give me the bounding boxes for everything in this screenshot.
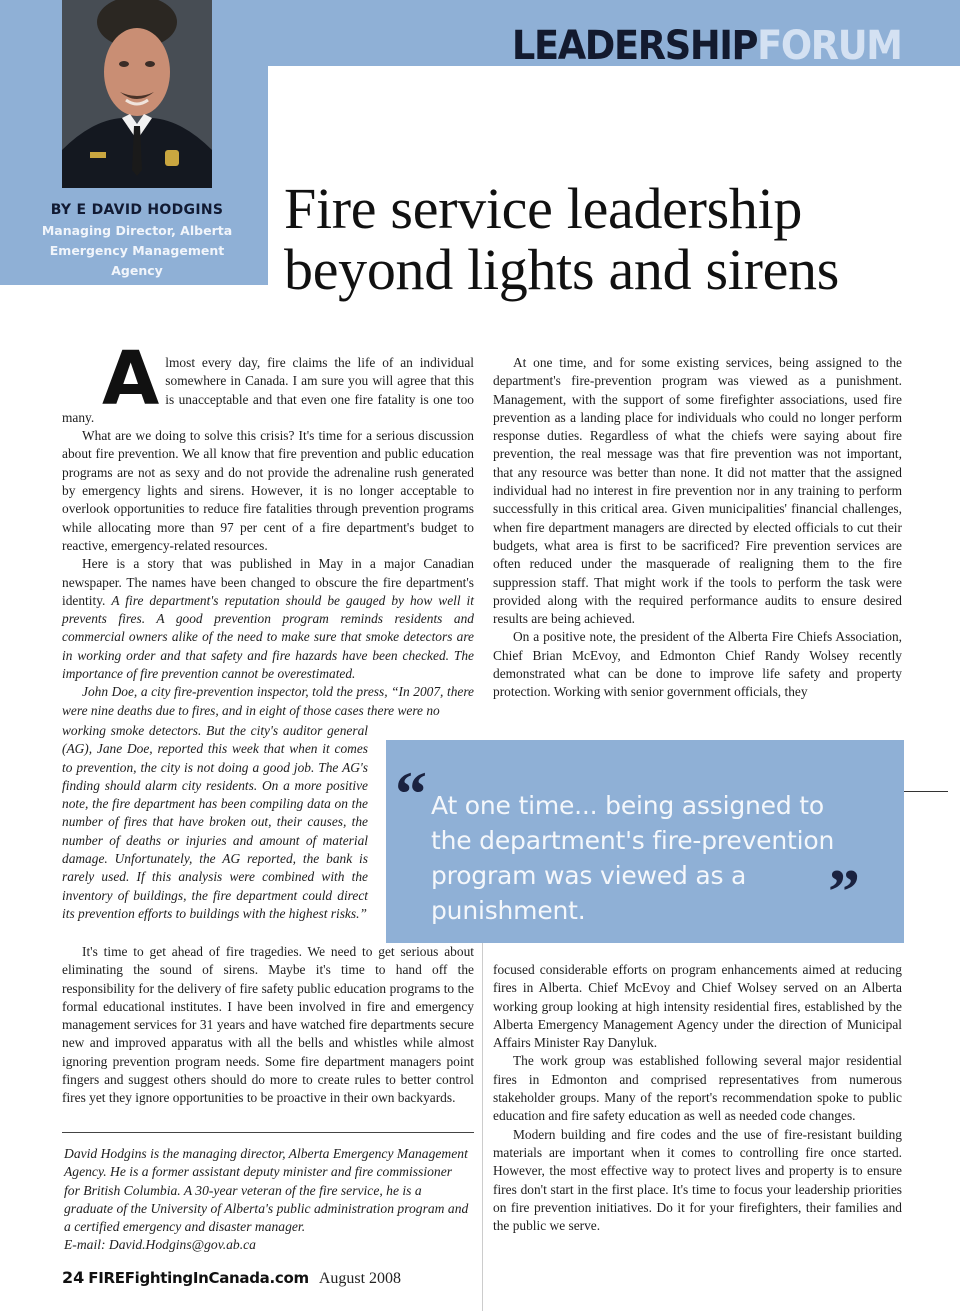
paragraph-3-text: Here is a story that was published in May in a major Canadian newspaper. The names have been changed to obscure the fire department's identity. (62, 556, 474, 608)
page-footer (62, 1268, 401, 1288)
open-quote-mark: “ (395, 758, 427, 829)
page-number: 24 (62, 1268, 85, 1287)
paragraph-3-italic: A fire department's reputation should be gauged by how well it prevents fires. A good prevention program reminds residents and commercial owners alike of the need to make sure that smoke detectors are in working order and that safety and fire hazards have been checked. The importance of fire prevention cannot be overestimated. (62, 592, 474, 682)
paragraph-9: Modern building and fire codes and the use of fire-resistant building materials are important when it comes to controlling fire once started. However, the most effective way to protect lives and property is to ensure fires don't start in the first place. It's time to focus your leadership priorities on fire prevention initiatives. Do it for your firefighters, their families and the public we serve. (493, 1126, 902, 1234)
paragraph-5: It's time to get ahead of fire tragedies. We need to get serious about eliminating the sound of sirens. Maybe it's time to hand off the responsibility for the delivery of fire safety public education programs to the formal educational institutes. I have been involved in fire and emergency management services for 31 years and have watched fire departments secure new and improved apparatus with all the bells and whistles while almost ignoring prevention program needs. Some fire department managers point fingers and suggest others should do more to create rules to better control fires yet they ignore opportunities to be proactive in their own backyards. (62, 944, 474, 1106)
section-title (512, 23, 902, 69)
paragraph-1-text: lmost every day, fire claims the life of an individual somewhere in Canada. I am sure you will agree that this is unacceptable and that even one fire fatality is one too many. (62, 355, 474, 425)
headline-line-2: beyond lights and sirens (284, 237, 840, 302)
paragraph-4-italic-cont: working smoke detectors. But the city's auditor general (AG), Jane Doe, reported this week that when it comes to prevention, the city is not doing a good job. The AG's finding should alarm city residents. On a more positive note, the fire department has been compiling data on the number of fires that have broken out, their causes, the number of deaths or injuries and amount of material damage. Unfortunately, the AG reported, the bank is rarely used. If this analysis were combined with the inventory of buildings, the fire department could direct its prevention efforts to buildings with the highest risks.” (62, 723, 368, 921)
byline (40, 202, 234, 281)
article-column-right-top (493, 354, 902, 702)
paragraph-3 (62, 555, 474, 683)
column-rule (482, 943, 483, 1311)
author-email: E-mail: David.Hodgins@gov.ab.ca (64, 1237, 256, 1253)
paragraph-8: The work group was established following several major residential fires in Edmonton and comprised representatives from numerous stakeholder groups. Many of the report's recommendation spoke to public education and fire safety education as well as needed code changes. (493, 1053, 902, 1124)
article-column-left-narrow (62, 722, 368, 923)
bio-divider (62, 1132, 474, 1133)
pull-quote-rule (904, 791, 948, 792)
paragraph-4-cont (62, 722, 368, 923)
section-title-forum: FORUM (757, 23, 902, 69)
section-title-leadership: LEADERSHIP (512, 23, 758, 69)
footer-website: FIREFightingInCanada.com (88, 1269, 309, 1287)
author-bio (64, 1145, 469, 1255)
headline-line-1: Fire service leadership (284, 176, 803, 241)
close-quote-mark: ” (828, 856, 860, 927)
article-column-left-bottom (62, 943, 474, 1108)
author-photo (62, 0, 212, 188)
author-role: Managing Director, Alberta Emergency Management Agency (41, 223, 233, 278)
drop-cap: A (102, 336, 160, 422)
paragraph-4-italic-start: John Doe, a city fire-prevention inspector, told the press, “In 2007, there were nine deaths due to fires, and in eight of those cases there were no (62, 684, 474, 718)
paragraph-1 (62, 336, 474, 427)
paragraph-6: At one time, and for some existing services, being assigned to the department's fire-prevention program was viewed as a punishment. Management, with the support of some firefighter associations, used fire prevention as a landing place for individuals who could no longer perform response duties. Regardless of what the chiefs were saying about fire prevention, the real message was that fire prevention was not important, that any resource was better than none. It did not matter that the assigned individual had no interest in fire prevention nor in any training to perform successfully in this critical area. Given municipalities' financial challenges, when fire department managers are directed by elected officials to cut their budgets, what area is first to be sacrificed? Fire prevention services are often reduced under the masquerade of realigning them to the fire suppression staff. That might work if the tools to perform the task were provided along with the required performance audits to ensure desired results are being achieved. (493, 355, 902, 627)
paragraph-7: On a positive note, the president of the Alberta Fire Chiefs Association, Chief Brian McEvoy, and Edmonton Chief Randy Wolsey recently demonstrated what can be done to improve life safety and property protection. Working with senior government officials, they (493, 629, 902, 700)
article-column-right-bottom (493, 961, 902, 1235)
headline (284, 178, 934, 300)
footer-date: August 2008 (318, 1270, 402, 1287)
paragraph-7-cont: focused considerable efforts on program enhancements aimed at reducing fires in Alberta. Chief McEvoy and Chief Wolsey served on an Alberta working group looking at high intensity residential fires, established by the Alberta Emergency Management Agency under the direction of Municipal Affairs Minister Ray Danyluk. (493, 962, 902, 1051)
paragraph-2: What are we doing to solve this crisis? It's time for a serious discussion about fire prevention. We all know that fire prevention and public education programs are not as sexy and do not provide the adrenaline rush generated by emergency lights and sirens. However, it is no longer acceptable to overlook opportunities to reduce fire fatalities through prevention programs while allocating more than 97 per cent of a fire department's budget to reactive, emergency-related resources. (62, 428, 474, 553)
article-column-left-top (62, 336, 474, 720)
paragraph-4-start (62, 683, 474, 720)
pull-quote-text: At one time... being assigned to the department's fire-prevention program was viewed as a punishment. (431, 791, 835, 925)
author-bio-text: David Hodgins is the managing director, Alberta Emergency Management Agency. He is a former assistant deputy minister and fire commissioner for British Columbia. A 30-year veteran of the fire service, he is a graduate of the University of Alberta's public administration program and a certified emergency and disaster manager. (64, 1146, 469, 1235)
author-name: BY E DAVID HODGINS (50, 202, 224, 218)
